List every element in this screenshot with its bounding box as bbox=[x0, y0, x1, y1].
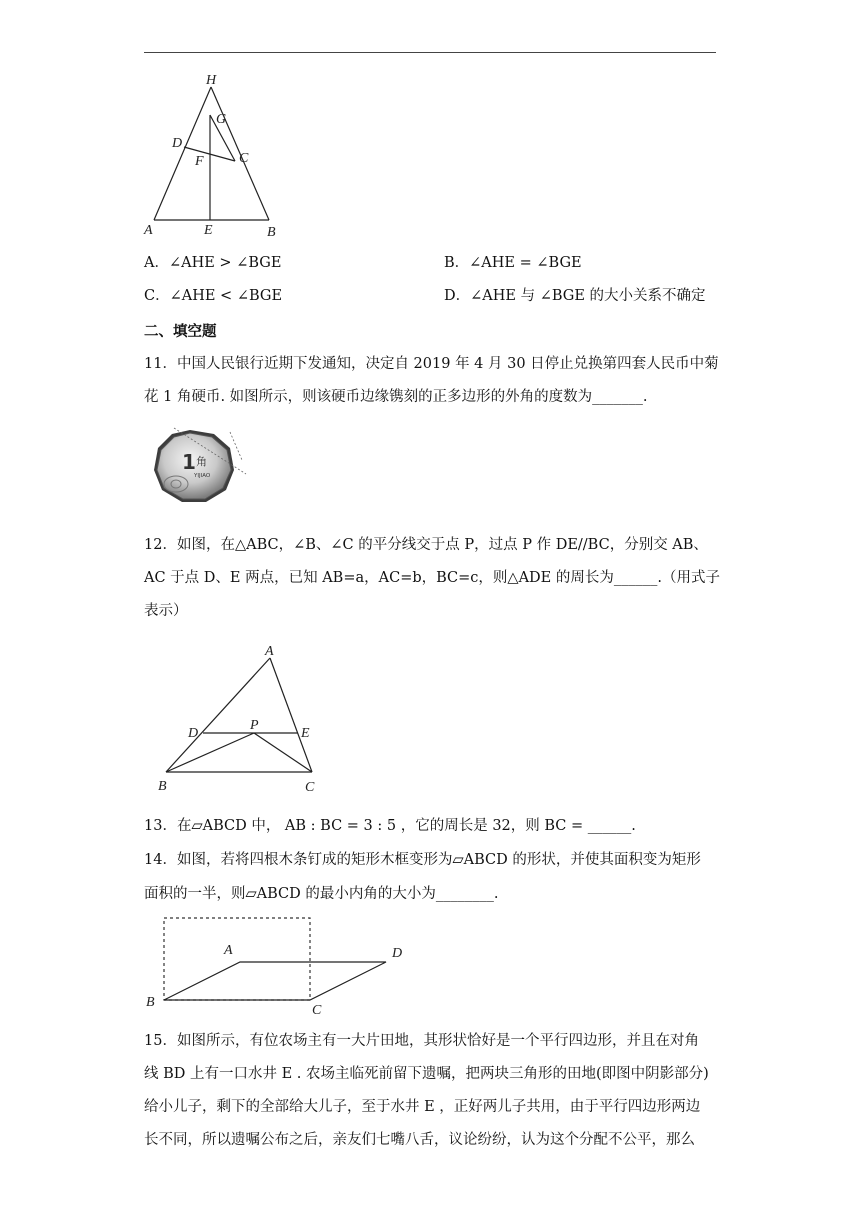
label-p: P bbox=[250, 718, 259, 733]
label-a: A bbox=[224, 943, 233, 958]
label-c: C bbox=[312, 1003, 322, 1016]
q15-line-2: 线 BD 上有一口水井 E . 农场主临死前留下遗嘱，把两块三角形的田地(即图中阴影部分) bbox=[144, 1066, 709, 1082]
q10-triangle-figure bbox=[140, 70, 290, 240]
coin-photo bbox=[146, 424, 250, 506]
q14-line-1: 14．如图，若将四根木条钉成的矩形木框变形为▱ABCD 的形状，并使其面积变为矩形 bbox=[144, 852, 701, 868]
segment-bp bbox=[166, 733, 254, 772]
q15-line-4: 长不同，所以遗嘱公布之后，亲友们七嘴八舌，议论纷纷，认为这个分配不公平，那么 bbox=[144, 1132, 695, 1148]
segment-ac bbox=[270, 658, 312, 772]
q14-parallelogram-figure bbox=[140, 910, 420, 1016]
label-h: H bbox=[206, 73, 217, 88]
label-a: A bbox=[144, 223, 153, 238]
label-d: D bbox=[392, 946, 403, 961]
q10-option-b: B．∠AHE = ∠BGE bbox=[444, 255, 582, 271]
q15-line-1: 15．如图所示，有位农场主有一大片田地，其形状恰好是一个平行四边形，并且在对角 bbox=[144, 1033, 699, 1049]
label-b: B bbox=[267, 225, 276, 240]
q10-option-d: D．∠AHE 与 ∠BGE 的大小关系不确定 bbox=[444, 288, 706, 304]
label-c: C bbox=[305, 780, 315, 795]
label-a: A bbox=[265, 644, 274, 659]
q12-line-3: 表示） bbox=[144, 603, 188, 619]
q10-option-c: C．∠AHE < ∠BGE bbox=[144, 288, 283, 304]
label-f: F bbox=[195, 154, 204, 169]
label-e: E bbox=[301, 726, 310, 741]
q15-line-3: 给小儿子，剩下的全部给大儿子，至于水井 E ，正好两儿子共用，由于平行四边形两边 bbox=[144, 1099, 701, 1115]
coin-unit: 角 bbox=[196, 455, 207, 468]
coin-pinyin: YIJIAO bbox=[194, 473, 211, 479]
label-g: G bbox=[216, 112, 227, 127]
parallelogram-abcd bbox=[164, 962, 386, 1000]
q12-line-2: AC 于点 D、E 两点，已知 AB=a，AC=b，BC=c，则△ADE 的周长为______.（用式子 bbox=[144, 570, 720, 586]
label-d: D bbox=[188, 726, 199, 741]
segment-ab bbox=[166, 658, 270, 772]
label-d: D bbox=[172, 136, 183, 151]
label-e: E bbox=[204, 223, 213, 238]
q12-line-1: 12．如图，在△ABC，∠B、∠C 的平分线交于点 P，过点 P 作 DE//BC，分别交 AB、 bbox=[144, 537, 708, 553]
label-b: B bbox=[158, 779, 167, 794]
q12-triangle-figure bbox=[150, 640, 330, 800]
q13-line: 13．在▱ABCD 中， AB : BC = 3 : 5 ，它的周长是 32，则 BC = ______. bbox=[144, 818, 636, 834]
top-rule bbox=[144, 52, 716, 53]
q14-line-2: 面积的一半，则▱ABCD 的最小内角的大小为________. bbox=[144, 886, 499, 902]
section-title-fill-in: 二、填空题 bbox=[144, 324, 217, 340]
q10-option-a: A．∠AHE > ∠BGE bbox=[144, 255, 282, 271]
dashed-rectangle bbox=[164, 918, 310, 1000]
q11-line-2: 花 1 角硬币. 如图所示，则该硬币边缘镌刻的正多边形的外角的度数为_______. bbox=[144, 389, 648, 405]
coin-numeral: 1 bbox=[182, 450, 196, 474]
label-b: B bbox=[146, 995, 155, 1010]
q11-line-1: 11．中国人民银行近期下发通知，决定自 2019 年 4 月 30 日停止兑换第四套人民币中菊 bbox=[144, 356, 719, 372]
label-c: C bbox=[239, 151, 249, 166]
